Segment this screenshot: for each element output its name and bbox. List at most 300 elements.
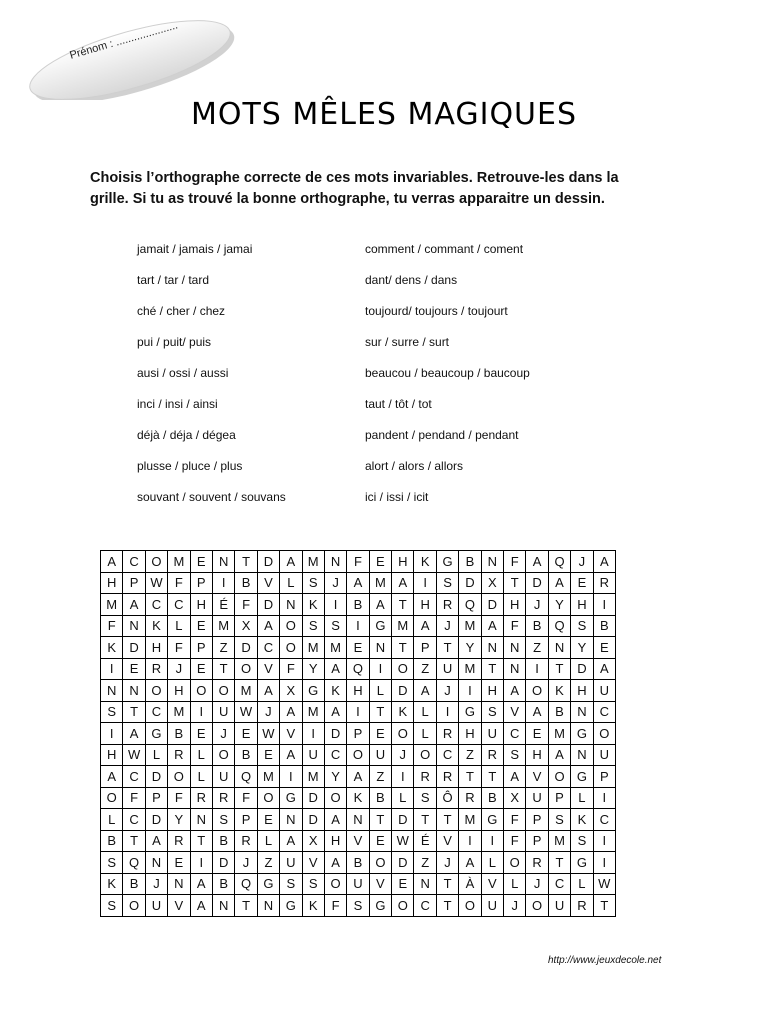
grid-cell[interactable]: T xyxy=(392,637,414,659)
grid-cell[interactable]: A xyxy=(548,572,570,594)
grid-cell[interactable]: P xyxy=(190,637,212,659)
grid-cell[interactable]: U xyxy=(436,658,458,680)
grid-cell[interactable]: B xyxy=(123,873,145,895)
grid-cell[interactable]: O xyxy=(123,895,145,917)
grid-cell[interactable]: U xyxy=(212,766,234,788)
grid-cell[interactable]: S xyxy=(414,787,436,809)
grid-cell[interactable]: D xyxy=(235,637,257,659)
grid-cell[interactable]: F xyxy=(280,658,302,680)
grid-cell[interactable]: Ô xyxy=(436,787,458,809)
grid-cell[interactable]: M xyxy=(392,615,414,637)
grid-cell[interactable]: L xyxy=(414,723,436,745)
grid-cell[interactable]: U xyxy=(548,895,570,917)
grid-cell[interactable]: T xyxy=(369,809,391,831)
grid-cell[interactable]: N xyxy=(324,551,346,573)
grid-cell[interactable]: T xyxy=(436,895,458,917)
grid-cell[interactable]: J xyxy=(168,658,190,680)
grid-cell[interactable]: S xyxy=(504,744,526,766)
grid-cell[interactable]: W xyxy=(235,701,257,723)
grid-cell[interactable]: I xyxy=(414,572,436,594)
grid-cell[interactable]: N xyxy=(347,809,369,831)
grid-cell[interactable]: A xyxy=(101,551,123,573)
grid-cell[interactable]: C xyxy=(123,766,145,788)
grid-cell[interactable]: I xyxy=(280,766,302,788)
grid-cell[interactable]: T xyxy=(235,551,257,573)
grid-cell[interactable]: A xyxy=(324,809,346,831)
grid-cell[interactable]: A xyxy=(324,852,346,874)
grid-cell[interactable]: B xyxy=(212,873,234,895)
grid-cell[interactable]: N xyxy=(414,873,436,895)
grid-cell[interactable]: N xyxy=(212,895,234,917)
grid-cell[interactable]: D xyxy=(324,723,346,745)
grid-cell[interactable]: D xyxy=(571,658,593,680)
grid-cell[interactable]: M xyxy=(369,572,391,594)
grid-cell[interactable]: D xyxy=(257,594,279,616)
grid-cell[interactable]: F xyxy=(504,809,526,831)
grid-cell[interactable]: O xyxy=(593,723,615,745)
grid-cell[interactable]: S xyxy=(302,873,324,895)
grid-cell[interactable]: E xyxy=(347,637,369,659)
grid-cell[interactable]: O xyxy=(190,680,212,702)
grid-cell[interactable]: L xyxy=(571,873,593,895)
grid-cell[interactable]: L xyxy=(369,680,391,702)
grid-cell[interactable]: O xyxy=(324,873,346,895)
grid-cell[interactable]: I xyxy=(593,830,615,852)
grid-cell[interactable]: I xyxy=(302,723,324,745)
grid-cell[interactable]: B xyxy=(481,787,503,809)
grid-cell[interactable]: H xyxy=(190,594,212,616)
grid-cell[interactable]: I xyxy=(190,701,212,723)
grid-cell[interactable]: L xyxy=(571,787,593,809)
grid-cell[interactable]: É xyxy=(414,830,436,852)
grid-cell[interactable]: A xyxy=(190,873,212,895)
grid-cell[interactable]: E xyxy=(593,637,615,659)
grid-cell[interactable]: T xyxy=(235,895,257,917)
grid-cell[interactable]: A xyxy=(548,744,570,766)
grid-cell[interactable]: H xyxy=(168,680,190,702)
grid-cell[interactable]: A xyxy=(280,551,302,573)
grid-cell[interactable]: A xyxy=(481,615,503,637)
grid-cell[interactable]: B xyxy=(593,615,615,637)
grid-cell[interactable]: K xyxy=(302,895,324,917)
grid-cell[interactable]: U xyxy=(593,680,615,702)
grid-cell[interactable]: K xyxy=(548,680,570,702)
grid-cell[interactable]: G xyxy=(436,551,458,573)
grid-cell[interactable]: D xyxy=(459,572,481,594)
grid-cell[interactable]: A xyxy=(593,658,615,680)
grid-cell[interactable]: C xyxy=(593,809,615,831)
first-name-field[interactable]: Prénom : ..................... xyxy=(68,19,180,62)
grid-cell[interactable]: A xyxy=(369,594,391,616)
grid-cell[interactable]: I xyxy=(101,723,123,745)
grid-cell[interactable]: S xyxy=(481,701,503,723)
grid-cell[interactable]: N xyxy=(481,637,503,659)
grid-cell[interactable]: F xyxy=(123,787,145,809)
grid-cell[interactable]: Z xyxy=(414,658,436,680)
grid-cell[interactable]: G xyxy=(257,873,279,895)
grid-cell[interactable]: S xyxy=(324,615,346,637)
grid-cell[interactable]: H xyxy=(526,744,548,766)
grid-cell[interactable]: R xyxy=(481,744,503,766)
grid-cell[interactable]: F xyxy=(504,551,526,573)
grid-cell[interactable]: U xyxy=(481,723,503,745)
grid-cell[interactable]: J xyxy=(571,551,593,573)
grid-cell[interactable]: D xyxy=(481,594,503,616)
grid-cell[interactable]: I xyxy=(459,830,481,852)
grid-cell[interactable]: J xyxy=(436,852,458,874)
grid-cell[interactable]: Z xyxy=(212,637,234,659)
grid-cell[interactable]: A xyxy=(280,830,302,852)
grid-cell[interactable]: M xyxy=(101,594,123,616)
grid-cell[interactable]: Z xyxy=(526,637,548,659)
grid-cell[interactable]: E xyxy=(571,572,593,594)
grid-cell[interactable]: S xyxy=(212,809,234,831)
grid-cell[interactable]: S xyxy=(548,809,570,831)
grid-cell[interactable]: V xyxy=(369,873,391,895)
grid-cell[interactable]: B xyxy=(168,723,190,745)
grid-cell[interactable]: A xyxy=(280,701,302,723)
grid-cell[interactable]: A xyxy=(257,615,279,637)
grid-cell[interactable]: T xyxy=(436,637,458,659)
grid-cell[interactable]: I xyxy=(481,830,503,852)
grid-cell[interactable]: U xyxy=(145,895,167,917)
grid-cell[interactable]: I xyxy=(190,852,212,874)
grid-cell[interactable]: G xyxy=(280,787,302,809)
grid-cell[interactable]: N xyxy=(504,637,526,659)
grid-cell[interactable]: A xyxy=(257,680,279,702)
grid-cell[interactable]: W xyxy=(593,873,615,895)
grid-cell[interactable]: U xyxy=(302,744,324,766)
grid-cell[interactable]: S xyxy=(302,615,324,637)
grid-cell[interactable]: G xyxy=(571,723,593,745)
grid-cell[interactable]: A xyxy=(324,658,346,680)
grid-cell[interactable]: X xyxy=(504,787,526,809)
grid-cell[interactable]: C xyxy=(324,744,346,766)
grid-cell[interactable]: O xyxy=(235,658,257,680)
grid-cell[interactable]: T xyxy=(593,895,615,917)
grid-cell[interactable]: V xyxy=(302,852,324,874)
grid-cell[interactable]: C xyxy=(123,809,145,831)
grid-cell[interactable]: O xyxy=(212,744,234,766)
grid-cell[interactable]: R xyxy=(436,766,458,788)
grid-cell[interactable]: E xyxy=(526,723,548,745)
grid-cell[interactable]: T xyxy=(190,830,212,852)
grid-cell[interactable]: D xyxy=(145,766,167,788)
grid-cell[interactable]: O xyxy=(168,766,190,788)
grid-cell[interactable]: Z xyxy=(369,766,391,788)
grid-cell[interactable]: S xyxy=(101,895,123,917)
grid-cell[interactable]: S xyxy=(101,852,123,874)
grid-cell[interactable]: Z xyxy=(414,852,436,874)
grid-cell[interactable]: M xyxy=(459,658,481,680)
grid-cell[interactable]: O xyxy=(324,787,346,809)
grid-cell[interactable]: F xyxy=(324,895,346,917)
grid-cell[interactable]: M xyxy=(257,766,279,788)
grid-cell[interactable]: P xyxy=(347,723,369,745)
grid-cell[interactable]: R xyxy=(526,852,548,874)
grid-cell[interactable]: A xyxy=(526,551,548,573)
grid-cell[interactable]: P xyxy=(145,787,167,809)
grid-cell[interactable]: I xyxy=(347,615,369,637)
grid-cell[interactable]: N xyxy=(481,551,503,573)
grid-cell[interactable]: W xyxy=(257,723,279,745)
grid-cell[interactable]: R xyxy=(436,594,458,616)
grid-cell[interactable]: M xyxy=(324,637,346,659)
grid-cell[interactable]: X xyxy=(235,615,257,637)
grid-cell[interactable]: R xyxy=(212,787,234,809)
grid-cell[interactable]: O xyxy=(392,658,414,680)
grid-cell[interactable]: G xyxy=(369,615,391,637)
grid-cell[interactable]: K xyxy=(571,809,593,831)
grid-cell[interactable]: I xyxy=(347,701,369,723)
grid-cell[interactable]: L xyxy=(190,744,212,766)
grid-cell[interactable]: W xyxy=(123,744,145,766)
grid-cell[interactable]: U xyxy=(593,744,615,766)
grid-cell[interactable]: T xyxy=(123,701,145,723)
grid-cell[interactable]: S xyxy=(436,572,458,594)
grid-cell[interactable]: J xyxy=(145,873,167,895)
grid-cell[interactable]: H xyxy=(504,594,526,616)
grid-cell[interactable]: L xyxy=(257,830,279,852)
grid-cell[interactable]: C xyxy=(145,594,167,616)
grid-cell[interactable]: Q xyxy=(548,615,570,637)
grid-cell[interactable]: T xyxy=(369,701,391,723)
grid-cell[interactable]: E xyxy=(190,551,212,573)
grid-cell[interactable]: T xyxy=(436,809,458,831)
grid-cell[interactable]: I xyxy=(526,658,548,680)
grid-cell[interactable]: G xyxy=(302,680,324,702)
grid-cell[interactable]: M xyxy=(302,701,324,723)
grid-cell[interactable]: O xyxy=(526,895,548,917)
grid-cell[interactable]: G xyxy=(571,852,593,874)
grid-cell[interactable]: E xyxy=(257,744,279,766)
grid-cell[interactable]: E xyxy=(190,615,212,637)
grid-cell[interactable]: O xyxy=(280,615,302,637)
grid-cell[interactable]: F xyxy=(168,572,190,594)
grid-cell[interactable]: M xyxy=(302,551,324,573)
grid-cell[interactable]: D xyxy=(123,637,145,659)
grid-cell[interactable]: A xyxy=(190,895,212,917)
grid-cell[interactable]: S xyxy=(280,873,302,895)
grid-cell[interactable]: Q xyxy=(347,658,369,680)
grid-cell[interactable]: I xyxy=(436,701,458,723)
grid-cell[interactable]: O xyxy=(392,895,414,917)
grid-cell[interactable]: T xyxy=(436,873,458,895)
grid-cell[interactable]: L xyxy=(101,809,123,831)
grid-cell[interactable]: A xyxy=(347,766,369,788)
grid-cell[interactable]: H xyxy=(571,680,593,702)
grid-cell[interactable]: M xyxy=(302,766,324,788)
grid-cell[interactable]: U xyxy=(212,701,234,723)
grid-cell[interactable]: M xyxy=(168,701,190,723)
grid-cell[interactable]: O xyxy=(145,551,167,573)
grid-cell[interactable]: W xyxy=(392,830,414,852)
grid-cell[interactable]: K xyxy=(101,873,123,895)
grid-cell[interactable]: N xyxy=(101,680,123,702)
grid-cell[interactable]: T xyxy=(459,766,481,788)
grid-cell[interactable]: R xyxy=(459,787,481,809)
grid-cell[interactable]: F xyxy=(504,830,526,852)
grid-cell[interactable]: V xyxy=(504,701,526,723)
grid-cell[interactable]: P xyxy=(526,809,548,831)
grid-cell[interactable]: K xyxy=(324,680,346,702)
grid-cell[interactable]: I xyxy=(459,680,481,702)
grid-cell[interactable]: K xyxy=(145,615,167,637)
grid-cell[interactable]: R xyxy=(168,744,190,766)
grid-cell[interactable]: R xyxy=(436,723,458,745)
grid-cell[interactable]: I xyxy=(212,572,234,594)
grid-cell[interactable]: Z xyxy=(459,744,481,766)
grid-cell[interactable]: H xyxy=(101,744,123,766)
grid-cell[interactable]: C xyxy=(145,701,167,723)
grid-cell[interactable]: L xyxy=(145,744,167,766)
grid-cell[interactable]: J xyxy=(392,744,414,766)
grid-cell[interactable]: Q xyxy=(235,873,257,895)
grid-cell[interactable]: C xyxy=(593,701,615,723)
grid-cell[interactable]: A xyxy=(593,551,615,573)
grid-cell[interactable]: J xyxy=(436,680,458,702)
grid-cell[interactable]: F xyxy=(504,615,526,637)
grid-cell[interactable]: J xyxy=(324,572,346,594)
grid-cell[interactable]: O xyxy=(548,766,570,788)
grid-cell[interactable]: T xyxy=(481,658,503,680)
grid-cell[interactable]: C xyxy=(168,594,190,616)
grid-cell[interactable]: Q xyxy=(548,551,570,573)
grid-cell[interactable]: A xyxy=(324,701,346,723)
grid-cell[interactable]: Y xyxy=(548,594,570,616)
grid-cell[interactable]: A xyxy=(414,680,436,702)
grid-cell[interactable]: M xyxy=(212,615,234,637)
grid-cell[interactable]: R xyxy=(414,766,436,788)
grid-cell[interactable]: M xyxy=(302,637,324,659)
grid-cell[interactable]: A xyxy=(101,766,123,788)
grid-cell[interactable]: L xyxy=(504,873,526,895)
grid-cell[interactable]: G xyxy=(280,895,302,917)
grid-cell[interactable]: F xyxy=(101,615,123,637)
grid-cell[interactable]: E xyxy=(168,852,190,874)
grid-cell[interactable]: U xyxy=(526,787,548,809)
grid-cell[interactable]: O xyxy=(392,723,414,745)
grid-cell[interactable]: N xyxy=(212,551,234,573)
grid-cell[interactable]: D xyxy=(392,809,414,831)
grid-cell[interactable]: F xyxy=(168,637,190,659)
grid-cell[interactable]: H xyxy=(414,594,436,616)
grid-cell[interactable]: I xyxy=(324,594,346,616)
grid-cell[interactable]: C xyxy=(414,895,436,917)
grid-cell[interactable]: F xyxy=(235,787,257,809)
grid-cell[interactable]: V xyxy=(481,873,503,895)
grid-cell[interactable]: N xyxy=(548,637,570,659)
grid-cell[interactable]: D xyxy=(302,809,324,831)
grid-cell[interactable]: C xyxy=(257,637,279,659)
grid-cell[interactable]: H xyxy=(392,551,414,573)
grid-cell[interactable]: Y xyxy=(168,809,190,831)
grid-cell[interactable]: T xyxy=(481,766,503,788)
grid-cell[interactable]: J xyxy=(526,873,548,895)
grid-cell[interactable]: K xyxy=(302,594,324,616)
grid-cell[interactable]: U xyxy=(347,873,369,895)
grid-cell[interactable]: T xyxy=(504,572,526,594)
grid-cell[interactable]: E xyxy=(235,723,257,745)
grid-cell[interactable]: E xyxy=(190,658,212,680)
grid-cell[interactable]: S xyxy=(571,830,593,852)
grid-cell[interactable]: S xyxy=(347,895,369,917)
grid-cell[interactable]: B xyxy=(459,551,481,573)
grid-cell[interactable]: O xyxy=(414,744,436,766)
grid-cell[interactable]: S xyxy=(571,615,593,637)
grid-cell[interactable]: P xyxy=(123,572,145,594)
grid-cell[interactable]: H xyxy=(347,680,369,702)
grid-cell[interactable]: X xyxy=(481,572,503,594)
grid-cell[interactable]: O xyxy=(212,680,234,702)
grid-cell[interactable]: D xyxy=(257,551,279,573)
grid-cell[interactable]: T xyxy=(123,830,145,852)
grid-cell[interactable]: V xyxy=(168,895,190,917)
grid-cell[interactable]: Y xyxy=(302,658,324,680)
grid-cell[interactable]: J xyxy=(436,615,458,637)
grid-cell[interactable]: N xyxy=(369,637,391,659)
grid-cell[interactable]: Q xyxy=(235,766,257,788)
grid-cell[interactable]: T xyxy=(414,809,436,831)
grid-cell[interactable]: R xyxy=(168,830,190,852)
grid-cell[interactable]: N xyxy=(280,809,302,831)
grid-cell[interactable]: W xyxy=(145,572,167,594)
grid-cell[interactable]: P xyxy=(548,787,570,809)
grid-cell[interactable]: J xyxy=(526,594,548,616)
grid-cell[interactable]: B xyxy=(548,701,570,723)
grid-cell[interactable]: I xyxy=(593,852,615,874)
grid-cell[interactable]: Q xyxy=(123,852,145,874)
grid-cell[interactable]: I xyxy=(369,658,391,680)
grid-cell[interactable]: N xyxy=(504,658,526,680)
grid-cell[interactable]: H xyxy=(481,680,503,702)
grid-cell[interactable]: X xyxy=(302,830,324,852)
grid-cell[interactable]: R xyxy=(190,787,212,809)
grid-cell[interactable]: E xyxy=(123,658,145,680)
grid-cell[interactable]: C xyxy=(548,873,570,895)
grid-cell[interactable]: G xyxy=(369,895,391,917)
grid-cell[interactable]: N xyxy=(571,701,593,723)
grid-cell[interactable]: D xyxy=(392,852,414,874)
grid-cell[interactable]: N xyxy=(571,744,593,766)
grid-cell[interactable]: V xyxy=(526,766,548,788)
grid-cell[interactable]: E xyxy=(190,723,212,745)
grid-cell[interactable]: M xyxy=(548,723,570,745)
grid-cell[interactable]: H xyxy=(324,830,346,852)
grid-cell[interactable]: G xyxy=(571,766,593,788)
grid-cell[interactable]: U xyxy=(369,744,391,766)
grid-cell[interactable]: G xyxy=(459,701,481,723)
grid-cell[interactable]: D xyxy=(392,680,414,702)
grid-cell[interactable]: F xyxy=(235,594,257,616)
grid-cell[interactable]: V xyxy=(280,723,302,745)
grid-cell[interactable]: N xyxy=(257,895,279,917)
grid-cell[interactable]: X xyxy=(280,680,302,702)
grid-cell[interactable]: O xyxy=(369,852,391,874)
grid-cell[interactable]: I xyxy=(392,766,414,788)
grid-cell[interactable]: M xyxy=(168,551,190,573)
grid-cell[interactable]: A xyxy=(392,572,414,594)
grid-cell[interactable]: A xyxy=(123,723,145,745)
grid-cell[interactable]: R xyxy=(235,830,257,852)
grid-cell[interactable]: P xyxy=(235,809,257,831)
grid-cell[interactable]: V xyxy=(257,572,279,594)
grid-cell[interactable]: A xyxy=(459,852,481,874)
grid-cell[interactable]: D xyxy=(526,572,548,594)
grid-cell[interactable]: M xyxy=(459,615,481,637)
grid-cell[interactable]: K xyxy=(347,787,369,809)
grid-cell[interactable]: A xyxy=(347,572,369,594)
